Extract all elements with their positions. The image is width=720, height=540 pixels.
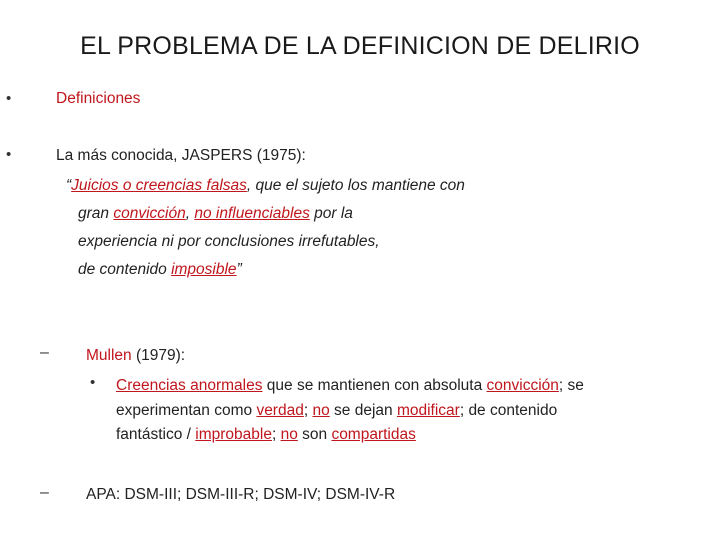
bullet-definiciones: Definiciones	[56, 90, 141, 107]
bullet-dot-icon: •	[6, 146, 12, 163]
apa-dsm-line: APA: DSM-III; DSM-III-R; DSM-IV; DSM-IV-R	[86, 486, 396, 503]
jaspers-quote-line-1: “Juicios o creencias falsas, que el sujeto los mantiene con	[66, 177, 465, 194]
mullen-heading: Mullen (1979):	[86, 347, 186, 364]
jaspers-quote-line-4: de contenido imposible”	[78, 261, 242, 278]
mullen-def-line-2: experimentan como verdad; no se dejan modificar; de contenido	[116, 402, 558, 419]
mullen-def-line-1: Creencias anormales que se mantienen con absoluta convicción; se	[116, 377, 584, 394]
bullet-dot-icon: •	[6, 90, 12, 107]
dash-icon: –	[40, 484, 49, 501]
jaspers-quote-line-2: gran convicción, no influenciables por la	[78, 205, 353, 222]
mullen-def-line-3: fantástico / improbable; no son compartidas	[116, 426, 416, 443]
slide-title: EL PROBLEMA DE LA DEFINICION DE DELIRIO	[80, 32, 640, 60]
jaspers-quote-line-3: experiencia ni por conclusiones irrefutables,	[78, 233, 380, 250]
jaspers-intro: La más conocida, JASPERS (1975):	[56, 147, 306, 164]
dash-icon: –	[40, 344, 49, 361]
bullet-dot-icon: •	[90, 374, 96, 391]
